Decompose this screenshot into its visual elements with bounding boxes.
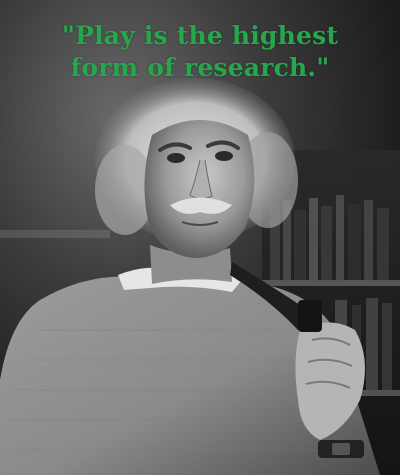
eye-left	[167, 153, 185, 163]
quote-text	[0, 20, 400, 84]
eye-right	[215, 151, 233, 161]
quote-line-1: "Play is the highest	[61, 21, 339, 50]
ceiling-light	[0, 230, 110, 238]
quote-line-2: form of research."	[70, 53, 330, 82]
